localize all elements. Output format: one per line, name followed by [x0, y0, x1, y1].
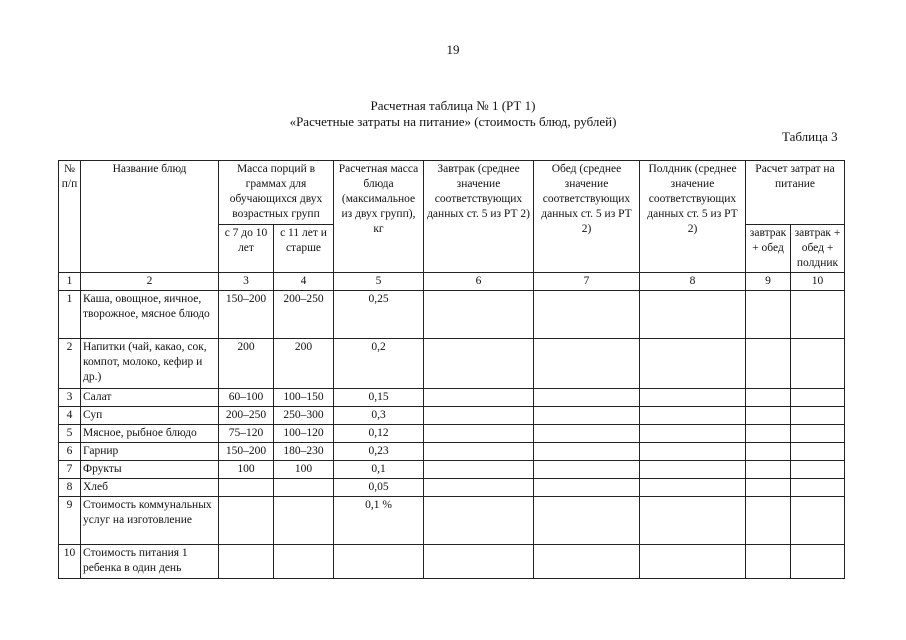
header-snack: Полдник (среднее значение соответствующих данных ст. 5 из РТ 2): [640, 161, 746, 273]
mass-age-7-10: 100: [219, 461, 274, 479]
snack-cell: [640, 545, 746, 579]
cost-breakfast-lunch-cell: [746, 389, 791, 407]
cost-breakfast-lunch-cell: [746, 443, 791, 461]
header-lunch: Обед (среднее значение соответствующих данных ст. 5 из РТ 2): [534, 161, 640, 273]
mass-age-7-10: 75–120: [219, 425, 274, 443]
mass-age-11-plus: 100: [274, 461, 334, 479]
row-number: 5: [59, 425, 81, 443]
mass-age-7-10: 60–100: [219, 389, 274, 407]
dish-name: Гарнир: [81, 443, 219, 461]
page-number: 19: [446, 42, 460, 57]
column-number: 7: [534, 273, 640, 291]
header-breakfast: Завтрак (среднее значение соответствующих данных ст. 5 из РТ 2): [424, 161, 534, 273]
cost-full-cell: [791, 389, 845, 407]
cost-breakfast-lunch-cell: [746, 407, 791, 425]
table-row: [59, 461, 845, 479]
table-row: [59, 545, 845, 579]
mass-age-7-10: 200–250: [219, 407, 274, 425]
lunch-cell: [534, 339, 640, 389]
column-number: 4: [274, 273, 334, 291]
row-number: 6: [59, 443, 81, 461]
column-number: 2: [81, 273, 219, 291]
row-number: 4: [59, 407, 81, 425]
cost-full-cell: [791, 497, 845, 545]
mass-age-11-plus: [274, 479, 334, 497]
dish-name: Хлеб: [81, 479, 219, 497]
column-number: 6: [424, 273, 534, 291]
breakfast-cell: [424, 479, 534, 497]
cost-full-cell: [791, 461, 845, 479]
snack-cell: [640, 443, 746, 461]
cost-full-cell: [791, 291, 845, 339]
breakfast-cell: [424, 425, 534, 443]
dish-name: Стоимость питания 1 ребенка в один день: [81, 545, 219, 579]
mass-age-11-plus: 200: [274, 339, 334, 389]
table-row: [59, 425, 845, 443]
snack-cell: [640, 461, 746, 479]
calculated-mass: 0,23: [334, 443, 424, 461]
column-numbers-row: [59, 273, 845, 291]
snack-cell: [640, 389, 746, 407]
snack-cell: [640, 425, 746, 443]
table-subtitle: «Расчетные затраты на питание» (стоимость блюд, рублей): [289, 114, 617, 129]
calculated-mass: 0,2: [334, 339, 424, 389]
dish-name: Напитки (чай, какао, сок, компот, молоко, кефир и др.): [81, 339, 219, 389]
header-cost: Расчет затрат на питание: [746, 161, 845, 225]
calculated-mass: 0,05: [334, 479, 424, 497]
mass-age-11-plus: [274, 545, 334, 579]
table-row: [59, 291, 845, 339]
table-row: [59, 407, 845, 425]
breakfast-cell: [424, 497, 534, 545]
mass-age-7-10: [219, 497, 274, 545]
row-number: 8: [59, 479, 81, 497]
row-number: 9: [59, 497, 81, 545]
table-row: [59, 443, 845, 461]
calculated-mass: 0,12: [334, 425, 424, 443]
dish-name: Фрукты: [81, 461, 219, 479]
snack-cell: [640, 407, 746, 425]
cost-full-cell: [791, 407, 845, 425]
row-number: 1: [59, 291, 81, 339]
dish-name: Мясное, рыбное блюдо: [81, 425, 219, 443]
cost-breakfast-lunch-cell: [746, 479, 791, 497]
cost-full-cell: [791, 545, 845, 579]
header-age-11-plus: с 11 лет и старше: [274, 225, 334, 273]
snack-cell: [640, 339, 746, 389]
cost-breakfast-lunch-cell: [746, 291, 791, 339]
mass-age-7-10: 200: [219, 339, 274, 389]
header-age-7-10: с 7 до 10 лет: [219, 225, 274, 273]
cost-full-cell: [791, 425, 845, 443]
row-number: 7: [59, 461, 81, 479]
breakfast-cell: [424, 291, 534, 339]
table-row: [59, 479, 845, 497]
row-number: 2: [59, 339, 81, 389]
lunch-cell: [534, 461, 640, 479]
calculated-mass: 0,15: [334, 389, 424, 407]
table-row: [59, 339, 845, 389]
header-calc-mass: Расчетная масса блюда (максимальное из двух групп), кг: [334, 161, 424, 273]
column-number: 9: [746, 273, 791, 291]
column-number: 5: [334, 273, 424, 291]
calculated-mass: 0,1: [334, 461, 424, 479]
row-number: 10: [59, 545, 81, 579]
cost-full-cell: [791, 443, 845, 461]
snack-cell: [640, 479, 746, 497]
dish-name: Стоимость коммунальных услуг на изготовление: [81, 497, 219, 545]
lunch-cell: [534, 443, 640, 461]
lunch-cell: [534, 425, 640, 443]
calculated-mass: 0,1 %: [334, 497, 424, 545]
header-cost-breakfast-lunch: завтрак + обед: [746, 225, 791, 273]
dish-name: Салат: [81, 389, 219, 407]
cost-breakfast-lunch-cell: [746, 497, 791, 545]
lunch-cell: [534, 479, 640, 497]
column-number: 1: [59, 273, 81, 291]
cost-full-cell: [791, 339, 845, 389]
cost-breakfast-lunch-cell: [746, 425, 791, 443]
cost-breakfast-lunch-cell: [746, 461, 791, 479]
cost-breakfast-lunch-cell: [746, 339, 791, 389]
calculation-table: [58, 160, 845, 579]
breakfast-cell: [424, 545, 534, 579]
mass-age-11-plus: 200–250: [274, 291, 334, 339]
lunch-cell: [534, 497, 640, 545]
table-row: [59, 389, 845, 407]
lunch-cell: [534, 407, 640, 425]
breakfast-cell: [424, 389, 534, 407]
breakfast-cell: [424, 407, 534, 425]
dish-name: Суп: [81, 407, 219, 425]
mass-age-7-10: [219, 479, 274, 497]
table-title: Расчетная таблица № 1 (РТ 1): [370, 98, 536, 113]
cost-breakfast-lunch-cell: [746, 545, 791, 579]
mass-age-11-plus: 100–120: [274, 425, 334, 443]
mass-age-7-10: [219, 545, 274, 579]
mass-age-11-plus: 100–150: [274, 389, 334, 407]
lunch-cell: [534, 389, 640, 407]
header-dish: Название блюд: [81, 161, 219, 273]
calculated-mass: 0,3: [334, 407, 424, 425]
calculated-mass: [334, 545, 424, 579]
calculated-mass: 0,25: [334, 291, 424, 339]
column-number: 8: [640, 273, 746, 291]
header-cost-full: завтрак + обед + полдник: [791, 225, 845, 273]
mass-age-7-10: 150–200: [219, 443, 274, 461]
snack-cell: [640, 291, 746, 339]
lunch-cell: [534, 291, 640, 339]
mass-age-11-plus: 180–230: [274, 443, 334, 461]
breakfast-cell: [424, 443, 534, 461]
column-number: 3: [219, 273, 274, 291]
header-mass: Масса порций в граммах для обучающихся двух возрастных групп: [219, 161, 334, 225]
table-number: Таблица 3: [782, 129, 838, 144]
breakfast-cell: [424, 461, 534, 479]
mass-age-7-10: 150–200: [219, 291, 274, 339]
cost-full-cell: [791, 479, 845, 497]
table-row: [59, 497, 845, 545]
lunch-cell: [534, 545, 640, 579]
row-number: 3: [59, 389, 81, 407]
mass-age-11-plus: 250–300: [274, 407, 334, 425]
snack-cell: [640, 497, 746, 545]
mass-age-11-plus: [274, 497, 334, 545]
header-num: № п/п: [59, 161, 81, 273]
column-number: 10: [791, 273, 845, 291]
dish-name: Каша, овощное, яичное, творожное, мясное блюдо: [81, 291, 219, 339]
breakfast-cell: [424, 339, 534, 389]
